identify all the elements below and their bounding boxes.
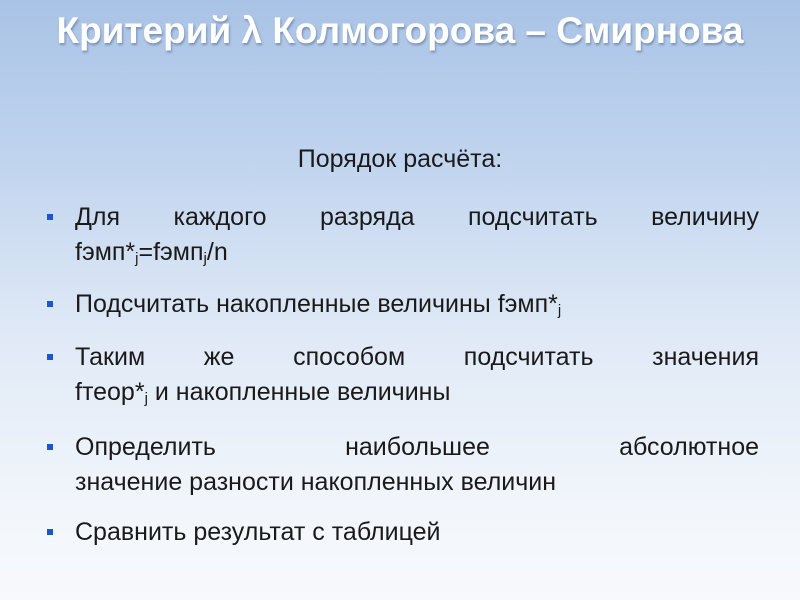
list-item-line bbox=[75, 235, 759, 276]
slide-subtitle: Порядок расчёта: bbox=[297, 145, 503, 173]
subscript: j bbox=[203, 250, 207, 267]
subscript: j bbox=[135, 250, 139, 267]
bullet-square-icon bbox=[47, 444, 53, 450]
list-item bbox=[75, 430, 759, 500]
bullet-square-icon bbox=[47, 529, 53, 535]
bullet-square-icon bbox=[47, 354, 53, 360]
formula-part: =fэмп bbox=[138, 238, 204, 266]
bullet-square-icon bbox=[47, 214, 53, 220]
list-item-line: Определить наибольшее абсолютное bbox=[75, 433, 759, 461]
list-item bbox=[75, 340, 759, 416]
list-item bbox=[75, 515, 759, 550]
formula-part: fтеор* bbox=[75, 378, 145, 406]
slide-title: Критерий λ Колмогорова – Смирнова bbox=[56, 10, 744, 51]
list-item-line: значение разности накопленных величин bbox=[75, 468, 557, 496]
list-item-text: Подсчитать накопленные величины fэмп* bbox=[75, 290, 558, 318]
list-item-line bbox=[75, 287, 759, 328]
list-item bbox=[75, 287, 759, 328]
subscript: j bbox=[144, 390, 148, 407]
formula-part: /n bbox=[206, 238, 228, 266]
subscript: j bbox=[557, 302, 562, 319]
list-item bbox=[75, 200, 759, 276]
list-item-line bbox=[75, 375, 759, 416]
list-item-text: Сравнить результат с таблицей bbox=[75, 518, 441, 546]
list-item-text: и накопленные величины bbox=[147, 378, 451, 406]
bullet-square-icon bbox=[47, 301, 53, 307]
list-item-line: Для каждого разряда подсчитать величину bbox=[75, 203, 759, 231]
formula-part: fэмп* bbox=[75, 238, 136, 266]
list-item-line: Таким же способом подсчитать значения bbox=[75, 343, 759, 371]
